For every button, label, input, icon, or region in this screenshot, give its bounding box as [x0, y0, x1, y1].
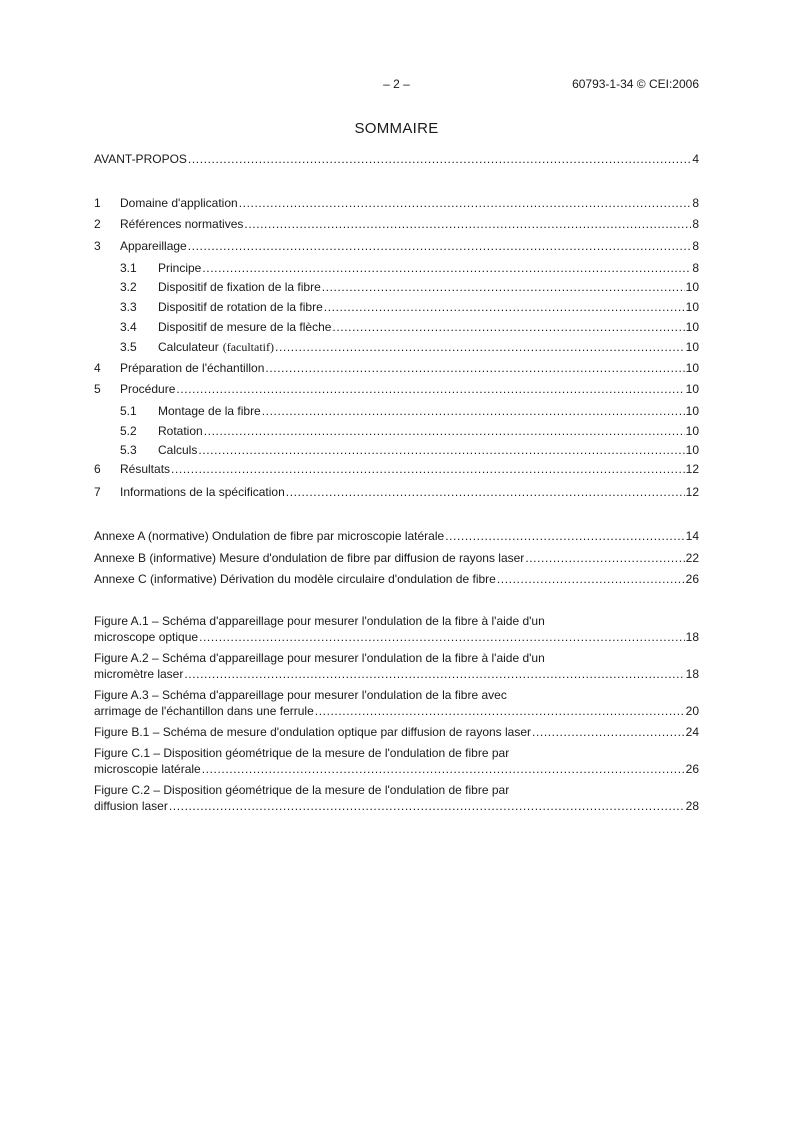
toc-entry-title: Figure B.1 – Schéma de mesure d'ondulation optique par diffusion de rayons laser — [94, 725, 532, 739]
dot-leader — [324, 299, 685, 315]
toc-entry-annex-c[interactable] — [94, 571, 699, 587]
toc-entry-title: Procédure — [120, 382, 176, 396]
toc-entry-title: Montage de la fibre — [158, 404, 261, 418]
dot-leader — [265, 360, 684, 376]
toc-entry-number: 5.2 — [120, 424, 137, 438]
dot-leader — [169, 798, 685, 814]
dot-leader — [497, 571, 685, 587]
dot-leader — [239, 195, 692, 211]
toc-entry-title: Annexe B (informative) Mesure d'ondulation de fibre par diffusion de rayons laser — [94, 551, 525, 565]
toc-entry-page: 10 — [685, 300, 699, 314]
toc-entry-page: 10 — [685, 340, 699, 354]
toc-entry-page: 8 — [692, 239, 699, 253]
dot-leader — [532, 724, 685, 740]
toc-entry-page: 18 — [685, 630, 699, 644]
toc-entry-number: 7 — [94, 485, 101, 499]
toc-entry-section-3-5[interactable] — [120, 339, 699, 355]
dot-leader — [188, 151, 691, 167]
toc-entry-title: Dispositif de mesure de la flèche — [158, 320, 332, 334]
toc-entry-section-1[interactable] — [94, 195, 699, 211]
toc-entry-page: 10 — [685, 424, 699, 438]
toc-entry-title-line2: micromètre laser — [94, 667, 184, 681]
toc-entry-page: 24 — [685, 725, 699, 739]
toc-entry-page: 14 — [685, 529, 699, 543]
toc-entry-section-7[interactable] — [94, 484, 699, 500]
toc-entry-page: 10 — [685, 443, 699, 457]
toc-entry-number: 3.2 — [120, 280, 137, 294]
dot-leader — [315, 703, 685, 719]
toc-entry-page: 10 — [685, 361, 699, 375]
dot-leader — [332, 319, 684, 335]
toc-entry-page: 10 — [685, 382, 699, 396]
toc-entry-page: 26 — [685, 762, 699, 776]
toc-entry-title: Domaine d'application — [120, 196, 238, 210]
toc-entry-number: 5 — [94, 382, 101, 396]
dot-leader — [171, 461, 685, 477]
toc-entry-section-5-2[interactable] — [120, 423, 699, 439]
dot-leader — [202, 260, 691, 276]
toc-entry-section-5-1[interactable] — [120, 403, 699, 419]
toc-entry-title: Calculateur — [158, 340, 219, 354]
toc-entry-title-line1: Figure C.1 – Disposition géométrique de la mesure de l'ondulation de fibre par — [94, 746, 510, 760]
toc-entry-page: 12 — [685, 485, 699, 499]
toc-entry-page: 18 — [685, 667, 699, 681]
toc-entry-section-3-2[interactable] — [120, 279, 699, 295]
toc-entry-title: Annexe A (normative) Ondulation de fibre par microscopie latérale — [94, 529, 445, 543]
page-header — [94, 77, 699, 93]
dot-leader — [184, 666, 684, 682]
toc-entry-number: 3.5 — [120, 340, 137, 354]
toc-entry-figure-a2[interactable] — [94, 650, 699, 682]
toc-entry-title: Informations de la spécification — [120, 485, 285, 499]
toc-entry-title-line2: microscope optique — [94, 630, 199, 644]
toc-entry-page: 12 — [685, 462, 699, 476]
toc-entry-section-3-3[interactable] — [120, 299, 699, 315]
toc-entry-page: 8 — [692, 261, 699, 275]
toc-entry-figure-a3[interactable] — [94, 687, 699, 719]
dot-leader — [445, 528, 684, 544]
toc-entry-number: 3.4 — [120, 320, 137, 334]
toc-entry-section-2[interactable] — [94, 216, 699, 232]
toc-entry-number: 3.1 — [120, 261, 137, 275]
dot-leader — [244, 216, 691, 232]
toc-entry-number: 3.3 — [120, 300, 137, 314]
dot-leader — [188, 238, 692, 254]
toc-entry-section-5-3[interactable] — [120, 442, 699, 458]
toc-entry-title: Annexe C (informative) Dérivation du modèle circulaire d'ondulation de fibre — [94, 572, 496, 586]
toc-entry-number: 4 — [94, 361, 101, 375]
toc-entry-number: 1 — [94, 196, 101, 210]
toc-entry-title: AVANT-PROPOS — [94, 152, 187, 166]
dot-leader — [286, 484, 685, 500]
toc-entry-title-line2: diffusion laser — [94, 799, 168, 813]
toc-entry-page: 8 — [692, 217, 699, 231]
toc-entry-figure-c2[interactable] — [94, 782, 699, 814]
toc-entry-figure-b1[interactable] — [94, 724, 699, 740]
page-number: – 2 – — [383, 77, 410, 91]
toc-entry-page: 28 — [685, 799, 699, 813]
toc-entry-title: Rotation — [158, 424, 203, 438]
toc-entry-section-3-4[interactable] — [120, 319, 699, 335]
dot-leader — [525, 550, 684, 566]
toc-entry-number: 2 — [94, 217, 101, 231]
toc-entry-page: 10 — [685, 280, 699, 294]
dot-leader — [204, 423, 685, 439]
toc-entry-annex-a[interactable] — [94, 528, 699, 544]
toc-entry-title: Dispositif de rotation de la fibre — [158, 300, 323, 314]
dot-leader — [176, 381, 684, 397]
toc-entry-page: 26 — [685, 572, 699, 586]
toc-entry-title-line2: arrimage de l'échantillon dans une ferrule — [94, 704, 314, 718]
toc-entry-number: 3 — [94, 239, 101, 253]
toc-entry-section-3[interactable] — [94, 238, 699, 254]
toc-entry-title-line1: Figure A.3 – Schéma d'appareillage pour mesurer l'ondulation de la fibre avec — [94, 688, 507, 702]
toc-entry-number: 5.3 — [120, 443, 137, 457]
toc-entry-title: Dispositif de fixation de la fibre — [158, 280, 321, 294]
toc-entry-figure-a1[interactable] — [94, 613, 699, 645]
toc-entry-title-suffix: (facultatif) — [222, 340, 275, 354]
toc-entry-title: Principe — [158, 261, 202, 275]
toc-entry-title: Calculs — [158, 443, 198, 457]
toc-entry-number: 6 — [94, 462, 101, 476]
toc-entry-title-line1: Figure A.1 – Schéma d'appareillage pour mesurer l'ondulation de la fibre à l'aide d'un — [94, 614, 545, 628]
dot-leader — [322, 279, 685, 295]
toc-entry-foreword[interactable] — [94, 151, 699, 167]
document-reference: 60793-1-34 © CEI:2006 — [572, 77, 699, 91]
toc-entry-title: Références normatives — [120, 217, 244, 231]
toc-entry-section-6[interactable] — [94, 461, 699, 477]
dot-leader — [202, 761, 685, 777]
toc-entry-page: 8 — [692, 196, 699, 210]
dot-leader — [199, 629, 685, 645]
toc-entry-page: 10 — [685, 320, 699, 334]
toc-entry-title: Résultats — [120, 462, 171, 476]
toc-entry-section-4[interactable] — [94, 360, 699, 376]
dot-leader — [262, 403, 685, 419]
toc-entry-title-line1: Figure C.2 – Disposition géométrique de la mesure de l'ondulation de fibre par — [94, 783, 510, 797]
toc-entry-title-line1: Figure A.2 – Schéma d'appareillage pour mesurer l'ondulation de la fibre à l'aide d'un — [94, 651, 545, 665]
toc-entry-section-3-1[interactable] — [120, 260, 699, 276]
toc-entry-page: 4 — [692, 152, 699, 166]
toc-entry-page: 20 — [685, 704, 699, 718]
toc-entry-title-line2: microscopie latérale — [94, 762, 201, 776]
toc-entry-title: Appareillage — [120, 239, 187, 253]
toc-entry-section-5[interactable] — [94, 381, 699, 397]
toc-entry-title: Préparation de l'échantillon — [120, 361, 265, 375]
dot-leader — [198, 442, 684, 458]
toc-entry-page: 22 — [685, 551, 699, 565]
dot-leader — [275, 339, 685, 355]
toc-title: SOMMAIRE — [354, 120, 439, 137]
toc-entry-figure-c1[interactable] — [94, 745, 699, 777]
toc-entry-number: 5.1 — [120, 404, 137, 418]
toc-entry-annex-b[interactable] — [94, 550, 699, 566]
toc-entry-page: 10 — [685, 404, 699, 418]
